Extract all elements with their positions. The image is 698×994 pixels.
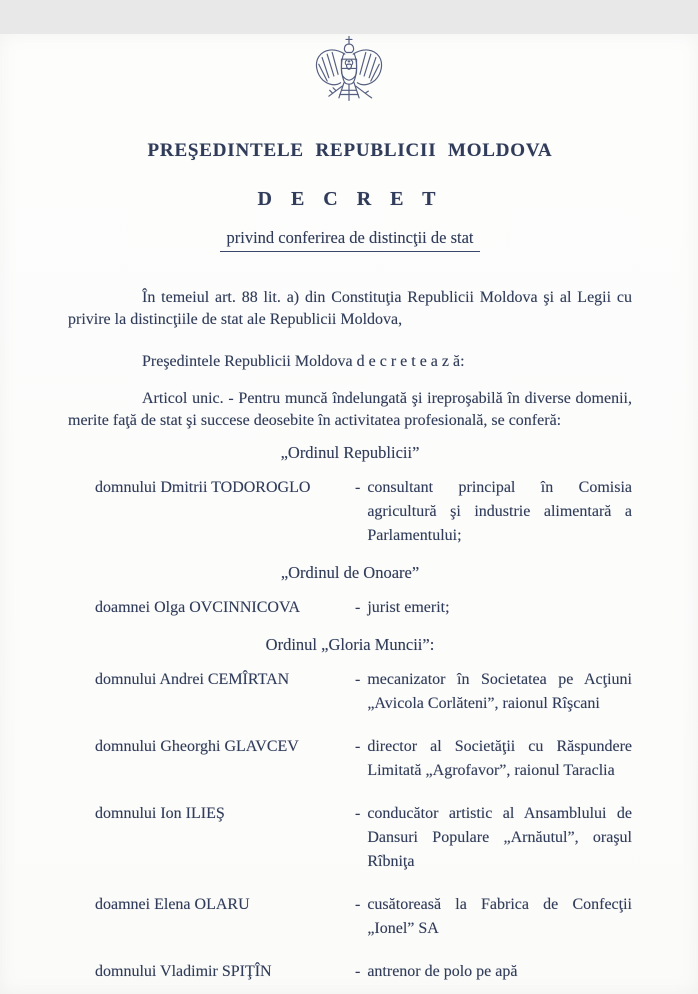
section-entries	[95, 668, 632, 984]
recipient-name: domnului Ion ILIEŞ	[95, 805, 225, 822]
moldova-coat-of-arms-icon	[301, 34, 397, 118]
award-entry	[95, 802, 632, 874]
document-type-heading: D E C R E T	[257, 188, 443, 210]
award-entry	[95, 893, 632, 941]
entry-dash: -	[355, 671, 361, 688]
recipient-description: mecanizator în Societatea pe Acţiuni „Avicola Corlăteni”, raionul Rîşcani	[367, 671, 632, 712]
recipient-description: consultant principal în Comisia agricultură şi industrie alimentară a Parlamentului;	[367, 479, 632, 544]
section-heading-ordinul-republicii: „Ordinul Republicii”	[280, 443, 420, 462]
document-subtitle: privind conferirea de distincţii de stat	[220, 228, 481, 252]
award-entry	[95, 960, 632, 984]
award-entry	[95, 668, 632, 716]
award-entry	[95, 596, 632, 620]
scanned-decree-page	[0, 34, 698, 994]
entry-dash: -	[355, 479, 361, 496]
recipient-name: domnului Dmitrii TODOROGLO	[95, 479, 311, 496]
entry-dash: -	[355, 805, 361, 822]
entry-dash: -	[355, 963, 361, 980]
recipient-name: domnului Vladimir SPIŢÎN	[95, 963, 272, 980]
entry-dash: -	[355, 738, 361, 755]
recipient-description: conducător artistic al Ansamblului de Dansuri Populare „Arnăutul”, oraşul Rîbniţa	[367, 805, 632, 870]
article-paragraph: Articol unic. - Pentru muncă îndelungată şi ireproşabilă în diverse domenii, merite faţă de stat şi succese deosebite în activitatea profesională, se conferă:	[68, 390, 632, 429]
entry-dash: -	[355, 599, 361, 616]
recipient-description: director al Societăţii cu Răspundere Limitată „Agrofavor”, raionul Taraclia	[367, 738, 632, 779]
recipient-description: cusătoreasă la Fabrica de Confecţii „Ionel” SA	[367, 896, 632, 937]
section-heading-ordinul-gloria-muncii: Ordinul „Gloria Muncii”:	[265, 635, 435, 654]
recipient-name: doamnei Olga OVCINNICOVA	[95, 599, 301, 616]
recipient-name: domnului Gheorghi GLAVCEV	[95, 738, 299, 755]
section-entries	[95, 476, 632, 548]
coat-of-arms-container	[0, 34, 698, 118]
section-entries	[95, 596, 632, 620]
decree-line: Preşedintele Republicii Moldova d e c r e t e a z ă:	[142, 353, 465, 370]
issuer-title: PREŞEDINTELE REPUBLICII MOLDOVA	[147, 140, 553, 161]
award-entry	[95, 735, 632, 783]
entry-dash: -	[355, 896, 361, 913]
preamble-paragraph: În temeiul art. 88 lit. a) din Constituţia Republicii Moldova şi al Legii cu privire la distincţiile de stat ale Republicii Moldova,	[68, 289, 632, 328]
recipient-name: doamnei Elena OLARU	[95, 896, 250, 913]
award-entry	[95, 476, 632, 548]
recipient-description: antrenor de polo pe apă	[367, 963, 518, 980]
section-heading-ordinul-de-onoare: „Ordinul de Onoare”	[280, 563, 420, 582]
recipient-description: jurist emerit;	[367, 599, 450, 616]
recipient-name: domnului Andrei CEMÎRTAN	[95, 671, 290, 688]
